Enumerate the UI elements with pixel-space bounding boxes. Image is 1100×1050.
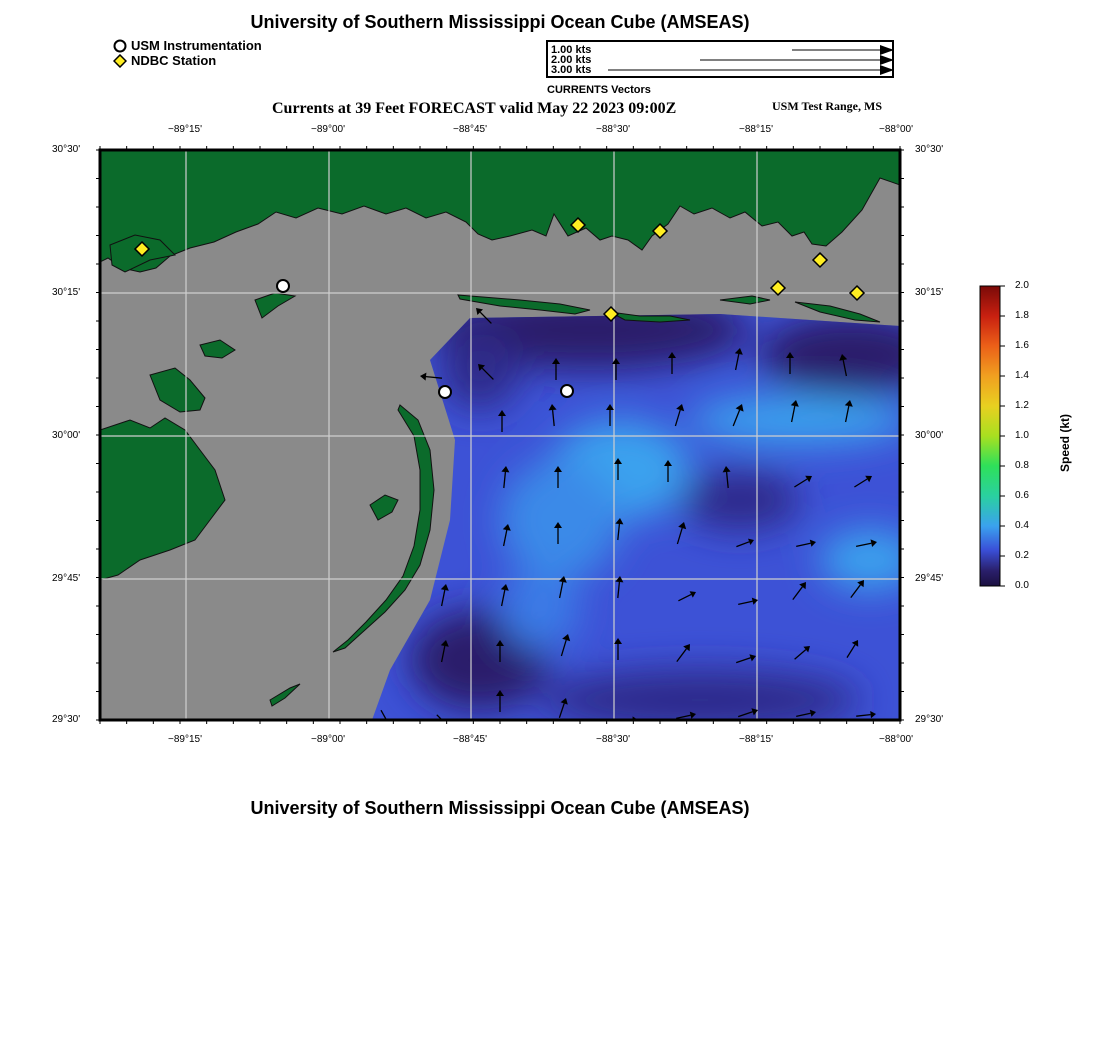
legend-usm-label: USM Instrumentation — [131, 38, 262, 53]
footer-title: University of Southern Mississippi Ocean Cube (AMSEAS) — [250, 798, 750, 818]
map-subtitle: Currents at 39 Feet FORECAST valid May 22 2023 09:00Z — [272, 100, 677, 117]
colorbar-tick: 0.8 — [1015, 460, 1029, 471]
usm-station-marker[interactable] — [277, 280, 289, 292]
lon-tick-top: −88°45' — [453, 124, 487, 135]
lat-tick-right: 30°30' — [915, 144, 944, 155]
lat-tick-right: 30°00' — [915, 430, 944, 441]
lon-tick-top: −89°00' — [311, 124, 345, 135]
lon-tick-bottom: −88°15' — [739, 734, 773, 745]
colorbar-tick: 1.0 — [1015, 430, 1029, 441]
lat-tick-left: 29°45' — [52, 573, 81, 584]
lat-tick-left: 30°00' — [52, 430, 81, 441]
colorbar-tick: 0.4 — [1015, 520, 1029, 531]
lon-tick-bottom: −88°30' — [596, 734, 630, 745]
lon-tick-bottom: −88°00' — [879, 734, 913, 745]
colorbar-tick: 0.2 — [1015, 550, 1029, 561]
speed-colorbar — [980, 286, 1005, 586]
lat-tick-left: 29°30' — [52, 714, 81, 725]
lat-tick-right: 30°15' — [915, 287, 944, 298]
vector-scale-3: 3.00 kts — [551, 64, 592, 76]
lon-tick-top: −89°15' — [168, 124, 202, 135]
colorbar-tick: 0.0 — [1015, 580, 1029, 591]
usm-station-marker[interactable] — [561, 385, 573, 397]
colorbar-tick: 1.8 — [1015, 310, 1029, 321]
usm-station-marker[interactable] — [439, 386, 451, 398]
lat-tick-right: 29°30' — [915, 714, 944, 725]
colorbar-label: Speed (kt) — [1058, 413, 1073, 473]
vector-scale-1: 1.00 kts — [551, 44, 592, 56]
colorbar-tick: 0.6 — [1015, 490, 1029, 501]
vector-scale-2: 2.00 kts — [551, 54, 592, 66]
map-area — [100, 150, 940, 740]
lon-tick-bottom: −89°15' — [168, 734, 202, 745]
colorbar-gradient — [980, 286, 1000, 586]
legend-ndbc-label: NDBC Station — [131, 53, 217, 68]
lon-tick-top: −88°15' — [739, 124, 773, 135]
lon-tick-top: −88°30' — [596, 124, 630, 135]
colorbar-tick: 1.2 — [1015, 400, 1029, 411]
lat-tick-right: 29°45' — [915, 573, 944, 584]
lat-tick-left: 30°15' — [52, 287, 81, 298]
colorbar-tick: 2.0 — [1015, 280, 1029, 291]
colorbar-tick: 1.6 — [1015, 340, 1029, 351]
current-vector-head — [385, 723, 392, 730]
page-title: University of Southern Mississippi Ocean Cube (AMSEAS) — [250, 12, 750, 32]
colorbar-tick: 1.4 — [1015, 370, 1029, 381]
lat-tick-left: 30°30' — [52, 144, 81, 155]
lon-tick-top: −88°00' — [879, 124, 913, 135]
vector-caption: CURRENTS Vectors — [547, 84, 651, 96]
lon-tick-bottom: −88°45' — [453, 734, 487, 745]
lon-tick-bottom: −89°00' — [311, 734, 345, 745]
region-label: USM Test Range, MS — [772, 99, 883, 113]
